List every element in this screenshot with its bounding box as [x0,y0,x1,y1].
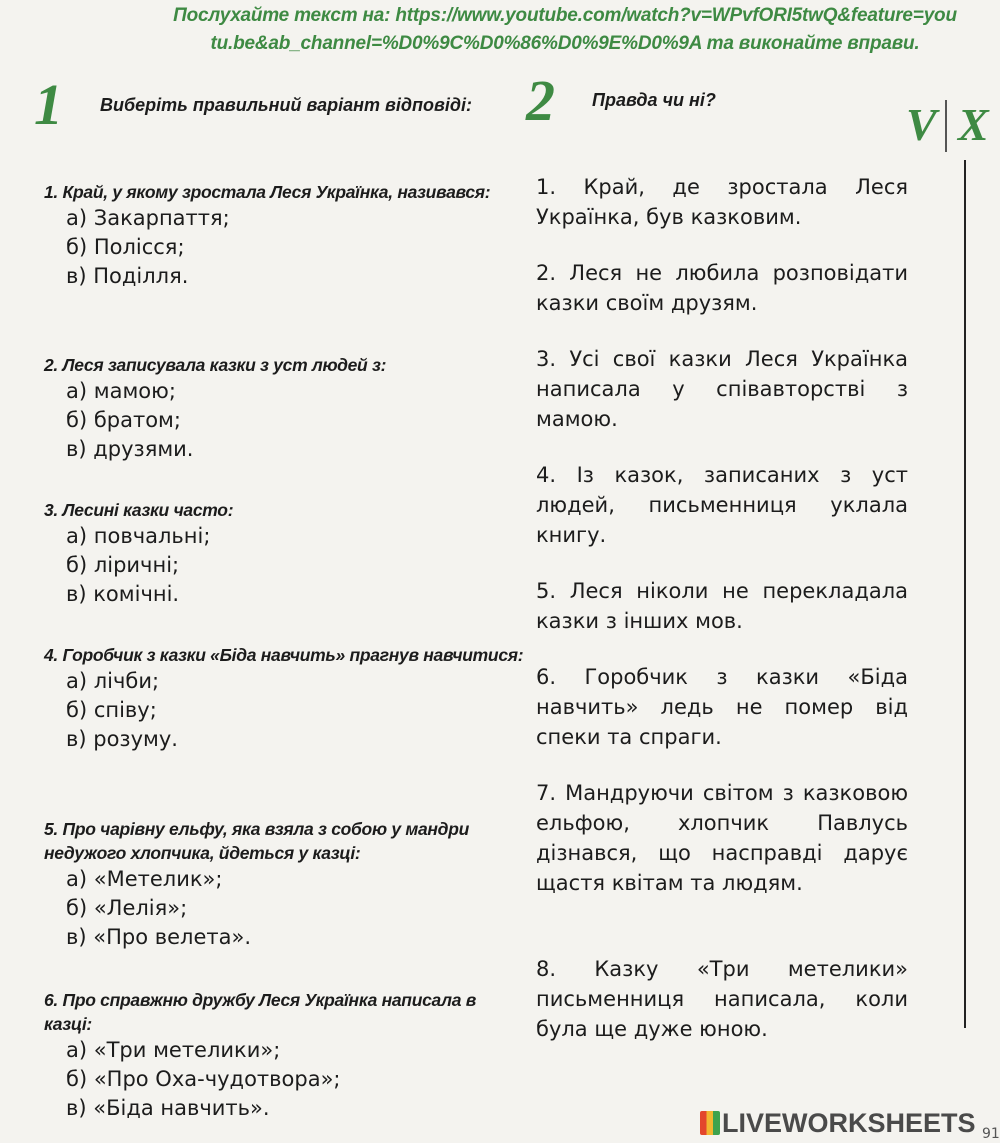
option-b[interactable]: б) співу; [66,698,157,722]
marks-divider [945,100,947,152]
option-a[interactable]: а) Закарпаття; [66,206,230,230]
option-b[interactable]: б) братом; [66,408,181,432]
option-a[interactable]: а) лічби; [66,669,160,693]
statement-5: 5. Леся ніколи не перекладала казки з інших мов. [536,579,908,633]
option-c[interactable]: в) розуму. [66,727,178,751]
statement-7: 7. Мандруючи світом з казковою ельфою, хлопчик Павлусь дізнався, що насправді дарує щастя квітам та людям. [536,781,908,895]
page-number: 91 [982,1126,1000,1142]
question-1 [44,180,524,291]
statement-1: 1. Край, де зростала Леся Українка, був казковим. [536,175,908,229]
question-text: 5. Про чарівну ельфу, яка взяла з собою у мандри недужого хлопчика, йдеться у казці: [44,819,469,863]
option-b[interactable]: б) ліричні; [66,553,180,577]
statement-2: 2. Леся не любила розповідати казки своїм друзям. [536,261,908,315]
false-mark: X [958,99,989,150]
logo-icon [700,1111,720,1135]
statement-6: 6. Горобчик з казки «Біда навчить» ледь не помер від спеки та спраги. [536,665,908,749]
option-c[interactable]: в) Поділля. [66,264,189,288]
statement-4: 4. Із казок, записаних з уст людей, письменниця уклала книгу. [536,463,908,547]
question-4 [44,643,524,754]
section-1-title: Виберіть правильний варіант відповіді: [100,95,472,115]
option-a[interactable]: а) мамою; [66,379,176,403]
question-text: 3. Лесині казки часто: [44,500,234,520]
question-text: 6. Про справжню дружбу Леся Українка написала в казці: [44,990,477,1034]
question-text: 2. Леся записувала казки з уст людей з: [44,355,387,375]
question-text: 4. Горобчик з казки «Біда навчить» прагнув навчитися: [44,645,524,665]
question-3 [44,498,524,609]
option-a[interactable]: а) «Метелик»; [66,867,223,891]
option-b[interactable]: б) Полісся; [66,235,185,259]
header-line-2: tu.be&ab_channel=%D0%9C%D0%86%D0%9E%D0%9A та виконайте вправи. [210,33,920,54]
option-a[interactable]: а) повчальні; [66,524,211,548]
logo-text: LIVEWORKSHEETS [722,1108,976,1138]
instructions-header [150,2,980,58]
section-2-number: 2 [526,68,555,133]
option-b[interactable]: б) «Лелія»; [66,896,188,920]
statement-3: 3. Усі свої казки Леся Українка написала у співавторстві з мамою. [536,347,908,431]
option-c[interactable]: в) «Біда навчить». [66,1096,270,1120]
option-c[interactable]: в) комічні. [66,582,180,606]
option-c[interactable]: в) «Про велета». [66,925,252,949]
section-2-title: Правда чи ні? [592,90,716,110]
question-text: 1. Край, у якому зростала Леся Українка, називався: [44,182,491,202]
question-6 [44,988,524,1123]
question-5 [44,817,524,952]
option-a[interactable]: а) «Три метелики»; [66,1038,281,1062]
answer-column-line [964,160,966,1028]
statement-8: 8. Казку «Три метелики» письменниця написала, коли була ще дуже юною. [536,957,908,1041]
option-c[interactable]: в) друзями. [66,437,194,461]
liveworksheets-logo [700,1108,976,1139]
header-line-1: Послухайте текст на: https://www.youtube.com/watch?v=WPvfORI5twQ&feature=you [173,5,957,26]
section-1-number: 1 [34,72,63,137]
option-b[interactable]: б) «Про Оха-чудотвора»; [66,1067,341,1091]
question-2 [44,353,524,464]
true-mark: V [906,99,937,150]
